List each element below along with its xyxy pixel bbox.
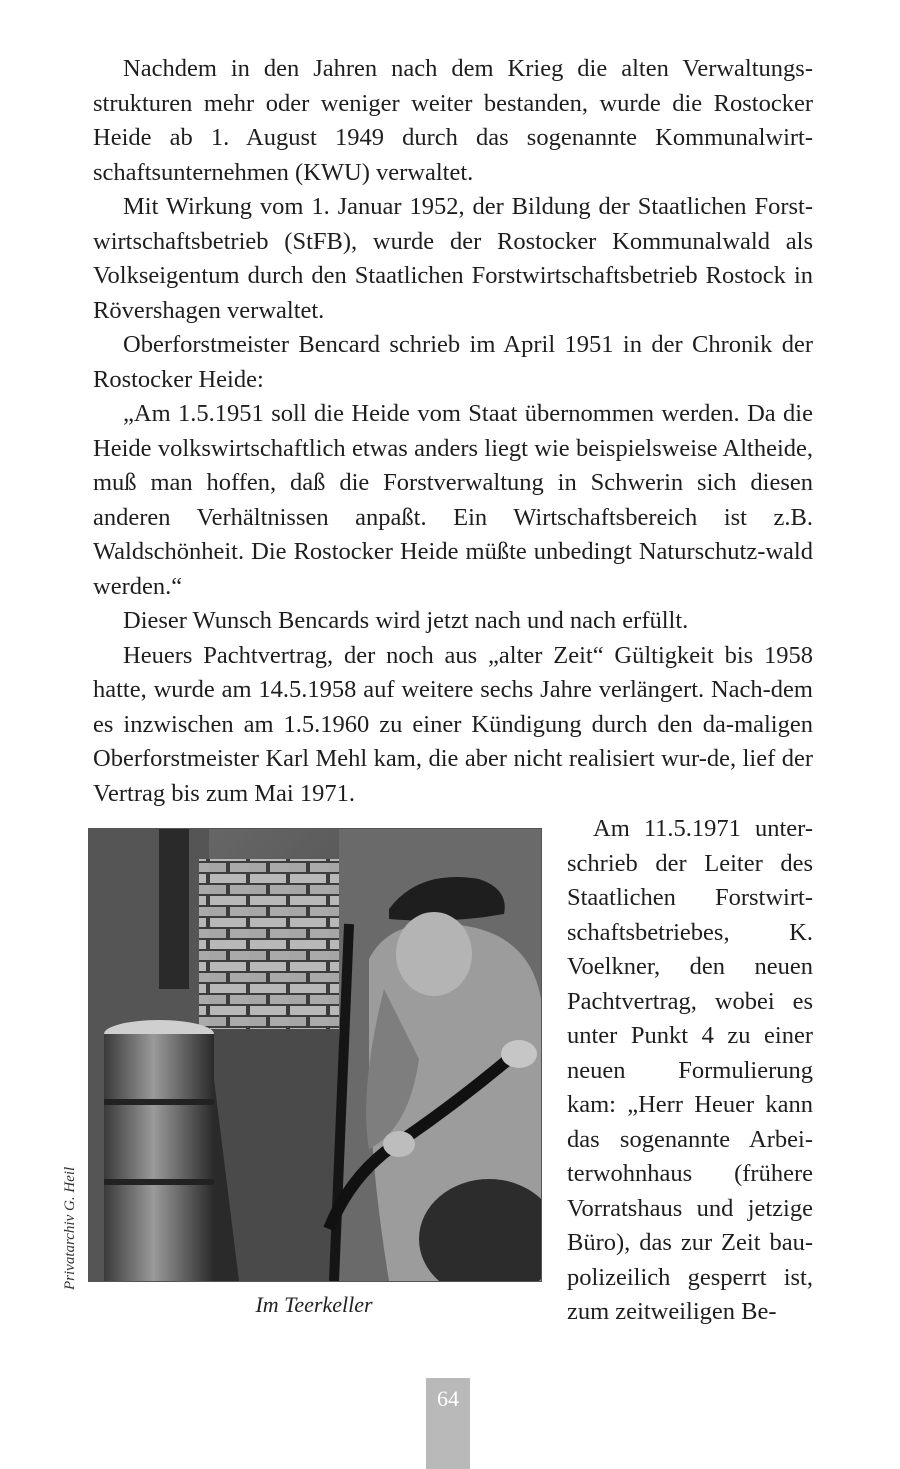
paragraph: Oberforstmeister Bencard schrieb im April 1951 in der Chronik der Rostocker Heide: [93, 331, 813, 393]
photo-credit: Privatarchiv G. Heil [62, 1166, 78, 1290]
photo-illustration [89, 829, 541, 1281]
paragraph: Nachdem in den Jahren nach dem Krieg die alten Verwaltungs-strukturen mehr oder weniger weiter bestanden, wurde die Rostocker Heide ab 1. August 1949 durch das sogenannte Kommunalwirt-schaftsunternehmen (KWU) verwaltet. [93, 55, 813, 186]
side-paragraph: Am 11.5.1971 unter-schrieb der Leiter des Staatlichen Forstwirt-schaftsbetriebes, K. Voelkner, den neuen Pachtvertrag, wobei es unter Punkt 4 zu einer neuen Formulierung kam: „Herr Heuer kann das sogenannte Arbei-terwohnhaus (frühere Vorratshaus und jetzige Büro), das zur Zeit bau-polizeilich gesperrt ist, zum zeitweiligen Be- [567, 815, 813, 1325]
paragraph: Dieser Wunsch Bencards wird jetzt nach und nach erfüllt. [123, 607, 689, 634]
paragraph: Mit Wirkung vom 1. Januar 1952, der Bildung der Staatlichen Forst-wirtschaftsbetrieb (StFB), wurde der Rostocker Kommunalwald als Volkseigentum durch den Staatlichen Forstwirtschaftsbetrieb Rostock in Rövershagen verwaltet. [93, 193, 813, 324]
paragraph: Heuers Pachtvertrag, der noch aus „alter Zeit“ Gültigkeit bis 1958 hatte, wurde am 14.5.1958 auf weitere sechs Jahre verlängert. Nach-dem es inzwischen am 1.5.1960 zu einer Kündigung durch den da-maligen Oberforstmeister Karl Mehl kam, die aber nicht realisiert wur-de, lief der Vertrag bis zum Mai 1971. [93, 641, 813, 807]
quote-paragraph: „Am 1.5.1951 soll die Heide vom Staat übernommen werden. Da die Heide volkswirtschaftlich etwas anders liegt wie beispielsweise Altheide, muß man hoffen, daß die Forstverwaltung in Schwerin sich diesen anderen Verhältnissen anpaßt. Ein Wirtschaftsbereich ist z.B. Waldschönheit. Die Rostocker Heide müßte unbedingt Naturschutz-wald werden.“ [93, 400, 813, 600]
main-text [93, 52, 813, 811]
photo-caption: Im Teerkeller [255, 1292, 373, 1317]
photo-tar-cellar [88, 828, 542, 1282]
side-text [567, 812, 813, 1330]
page-number: 64 [426, 1378, 470, 1469]
